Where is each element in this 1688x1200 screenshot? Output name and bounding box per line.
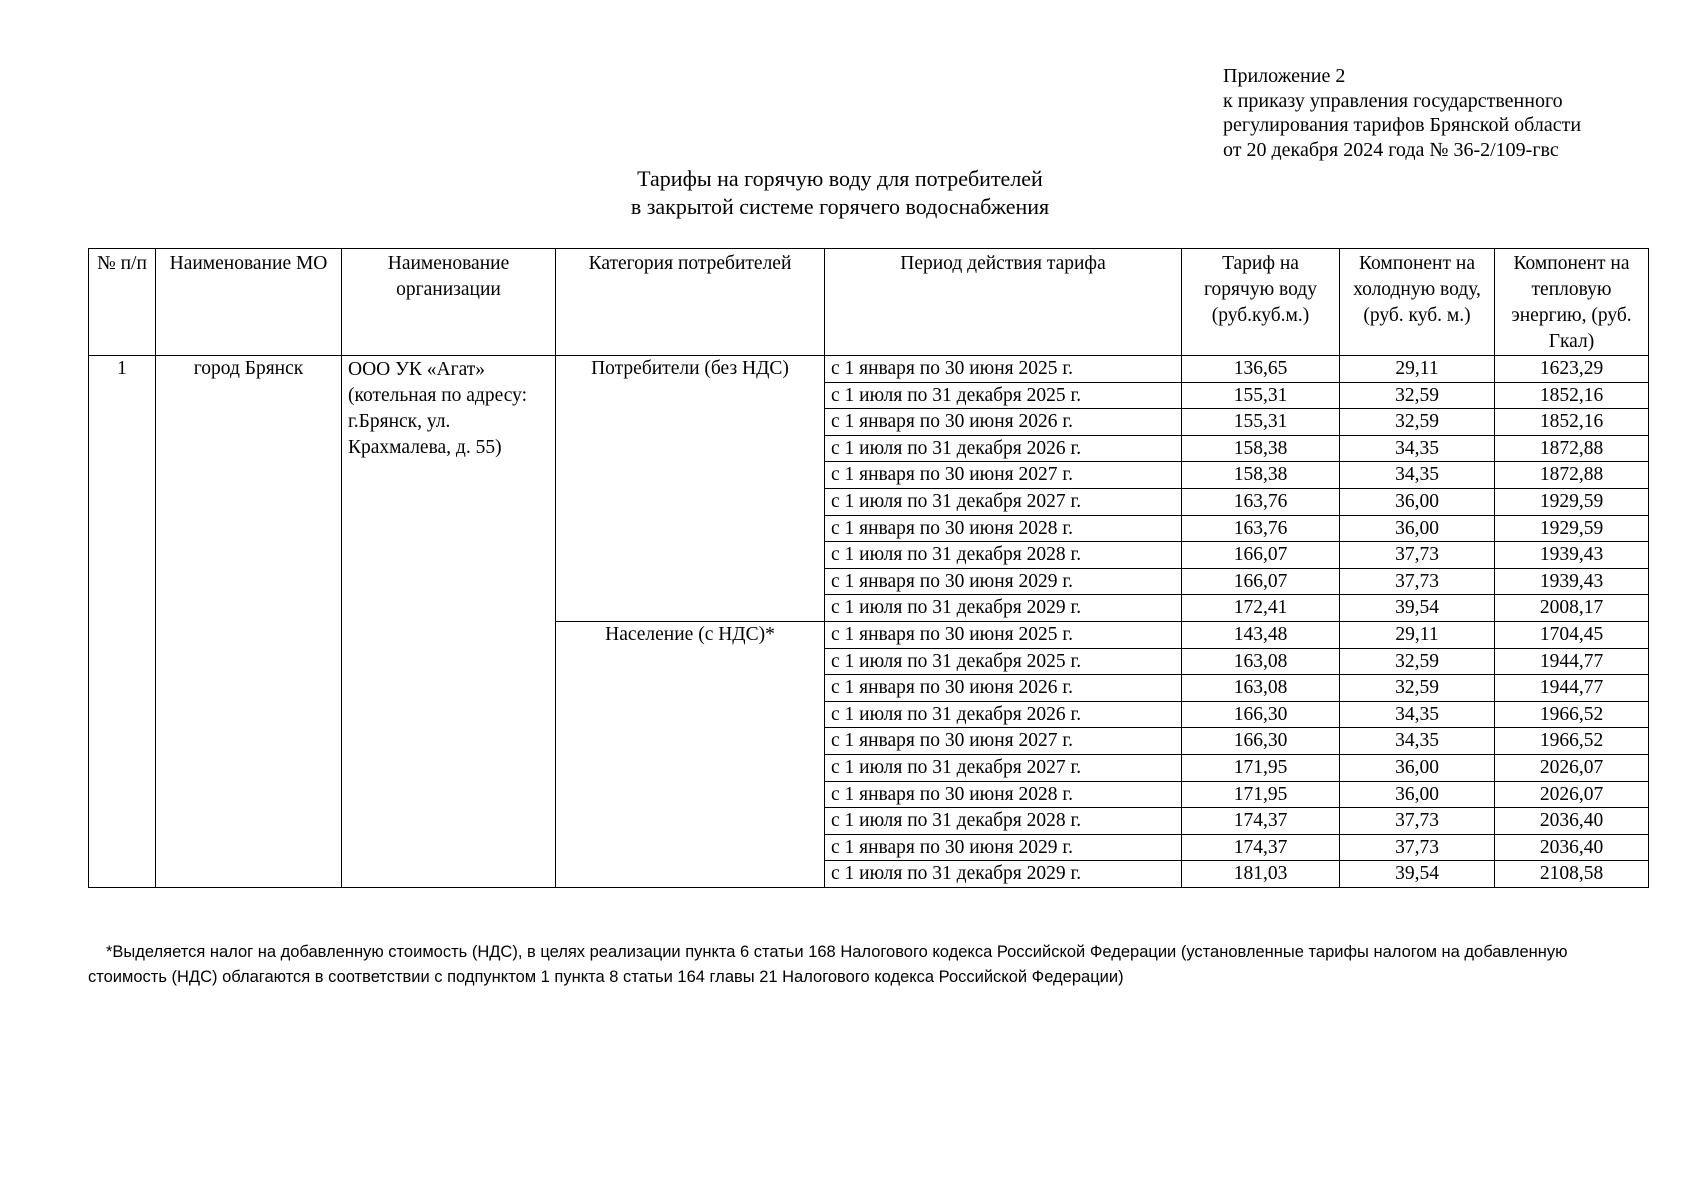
period-cell: с 1 января по 30 июня 2027 г. bbox=[825, 462, 1182, 489]
tariff-cell: 158,38 bbox=[1182, 462, 1340, 489]
cold-water-cell: 34,35 bbox=[1340, 462, 1495, 489]
heat-energy-cell: 1929,59 bbox=[1495, 515, 1649, 542]
tariff-cell: 174,37 bbox=[1182, 808, 1340, 835]
heat-energy-cell: 2026,07 bbox=[1495, 754, 1649, 781]
heat-energy-cell: 1944,77 bbox=[1495, 648, 1649, 675]
tariff-cell: 166,07 bbox=[1182, 568, 1340, 595]
cold-water-cell: 37,73 bbox=[1340, 808, 1495, 835]
heat-energy-cell: 1623,29 bbox=[1495, 356, 1649, 383]
header-org: Наименование организации bbox=[342, 249, 556, 356]
period-cell: с 1 июля по 31 декабря 2025 г. bbox=[825, 648, 1182, 675]
heat-energy-cell: 2036,40 bbox=[1495, 834, 1649, 861]
appendix-line: регулирования тарифов Брянской области bbox=[1223, 114, 1582, 136]
heat-energy-cell: 2036,40 bbox=[1495, 808, 1649, 835]
category-cell: Потребители (без НДС) bbox=[556, 356, 825, 622]
cold-water-cell: 36,00 bbox=[1340, 488, 1495, 515]
tariff-cell: 155,31 bbox=[1182, 409, 1340, 436]
appendix-line: Приложение 2 bbox=[1223, 65, 1346, 87]
header-mo: Наименование МО bbox=[156, 249, 342, 356]
tariff-cell: 143,48 bbox=[1182, 621, 1340, 648]
cold-water-cell: 34,35 bbox=[1340, 728, 1495, 755]
period-cell: с 1 января по 30 июня 2029 г. bbox=[825, 834, 1182, 861]
title-line-1: Тарифы на горячую воду для потребителей bbox=[637, 166, 1043, 191]
period-cell: с 1 января по 30 июня 2028 г. bbox=[825, 515, 1182, 542]
heat-energy-cell: 1966,52 bbox=[1495, 701, 1649, 728]
period-cell: с 1 января по 30 июня 2029 г. bbox=[825, 568, 1182, 595]
tariff-cell: 163,08 bbox=[1182, 675, 1340, 702]
period-cell: с 1 июля по 31 декабря 2029 г. bbox=[825, 595, 1182, 622]
cold-water-cell: 37,73 bbox=[1340, 834, 1495, 861]
heat-energy-cell: 1929,59 bbox=[1495, 488, 1649, 515]
header-tariff: Тариф на горячую воду (руб.куб.м.) bbox=[1182, 249, 1340, 356]
tariff-cell: 181,03 bbox=[1182, 861, 1340, 888]
appendix-line: к приказу управления государственного bbox=[1223, 89, 1563, 112]
header-category: Категория потребителей bbox=[556, 249, 825, 356]
period-cell: с 1 июля по 31 декабря 2026 г. bbox=[825, 701, 1182, 728]
cold-water-cell: 39,54 bbox=[1340, 861, 1495, 888]
period-cell: с 1 июля по 31 декабря 2029 г. bbox=[825, 861, 1182, 888]
period-cell: с 1 июля по 31 декабря 2027 г. bbox=[825, 754, 1182, 781]
tariff-cell: 174,37 bbox=[1182, 834, 1340, 861]
heat-energy-cell: 1944,77 bbox=[1495, 675, 1649, 702]
tariff-cell: 166,07 bbox=[1182, 542, 1340, 569]
cold-water-cell: 36,00 bbox=[1340, 781, 1495, 808]
period-cell: с 1 июля по 31 декабря 2028 г. bbox=[825, 808, 1182, 835]
tariff-cell: 158,38 bbox=[1182, 435, 1340, 462]
heat-energy-cell: 2108,58 bbox=[1495, 861, 1649, 888]
footnote: *Выделяется налог на добавленную стоимость (НДС), в целях реализации пункта 6 статьи 168 Налогового кодекса Российской Федерации (установленные тарифы налогом на добавленную стоимость (НДС) облагаются в соответствии с подпунктом 1 пункта 8 статьи 164 главы 21 Налогового кодекса Российской Федерации) bbox=[88, 943, 1568, 986]
table-header-row bbox=[89, 249, 1649, 356]
tariff-cell: 163,08 bbox=[1182, 648, 1340, 675]
org-name-cell: ООО УК «Агат» (котельная по адресу: г.Брянск, ул. Крахмалева, д. 55) bbox=[342, 356, 556, 888]
heat-energy-cell: 1939,43 bbox=[1495, 542, 1649, 569]
tariff-cell: 163,76 bbox=[1182, 488, 1340, 515]
tariff-cell: 163,76 bbox=[1182, 515, 1340, 542]
cold-water-cell: 36,00 bbox=[1340, 515, 1495, 542]
heat-energy-cell: 2026,07 bbox=[1495, 781, 1649, 808]
header-period: Период действия тарифа bbox=[825, 249, 1182, 356]
row-number-cell: 1 bbox=[89, 356, 156, 888]
tariff-table bbox=[88, 248, 1649, 888]
header-heat: Компонент на тепловую энергию, (руб. Гкал) bbox=[1495, 249, 1649, 356]
document-title bbox=[460, 165, 1220, 221]
cold-water-cell: 32,59 bbox=[1340, 675, 1495, 702]
cold-water-cell: 37,73 bbox=[1340, 542, 1495, 569]
cold-water-cell: 29,11 bbox=[1340, 621, 1495, 648]
period-cell: с 1 января по 30 июня 2027 г. bbox=[825, 728, 1182, 755]
tariff-cell: 136,65 bbox=[1182, 356, 1340, 383]
period-cell: с 1 июля по 31 декабря 2028 г. bbox=[825, 542, 1182, 569]
cold-water-cell: 37,73 bbox=[1340, 568, 1495, 595]
category-cell: Население (с НДС)* bbox=[556, 621, 825, 887]
cold-water-cell: 39,54 bbox=[1340, 595, 1495, 622]
mo-name-cell: город Брянск bbox=[156, 356, 342, 888]
period-cell: с 1 июля по 31 декабря 2025 г. bbox=[825, 382, 1182, 409]
table-row bbox=[89, 356, 1649, 383]
tariff-cell: 155,31 bbox=[1182, 382, 1340, 409]
period-cell: с 1 января по 30 июня 2025 г. bbox=[825, 621, 1182, 648]
appendix-block bbox=[1223, 64, 1581, 162]
heat-energy-cell: 1966,52 bbox=[1495, 728, 1649, 755]
period-cell: с 1 июля по 31 декабря 2027 г. bbox=[825, 488, 1182, 515]
heat-energy-cell: 1852,16 bbox=[1495, 409, 1649, 436]
heat-energy-cell: 1939,43 bbox=[1495, 568, 1649, 595]
tariff-cell: 171,95 bbox=[1182, 781, 1340, 808]
period-cell: с 1 января по 30 июня 2025 г. bbox=[825, 356, 1182, 383]
tariff-cell: 166,30 bbox=[1182, 728, 1340, 755]
heat-energy-cell: 1872,88 bbox=[1495, 462, 1649, 489]
heat-energy-cell: 1704,45 bbox=[1495, 621, 1649, 648]
cold-water-cell: 32,59 bbox=[1340, 409, 1495, 436]
cold-water-cell: 34,35 bbox=[1340, 435, 1495, 462]
period-cell: с 1 января по 30 июня 2026 г. bbox=[825, 409, 1182, 436]
heat-energy-cell: 2008,17 bbox=[1495, 595, 1649, 622]
header-num: № п/п bbox=[89, 249, 156, 356]
table-body bbox=[89, 356, 1649, 888]
period-cell: с 1 июля по 31 декабря 2026 г. bbox=[825, 435, 1182, 462]
cold-water-cell: 36,00 bbox=[1340, 754, 1495, 781]
period-cell: с 1 января по 30 июня 2028 г. bbox=[825, 781, 1182, 808]
appendix-line: от 20 декабря 2024 года № 36-2/109-гвс bbox=[1223, 138, 1559, 161]
tariff-cell: 172,41 bbox=[1182, 595, 1340, 622]
cold-water-cell: 32,59 bbox=[1340, 382, 1495, 409]
cold-water-cell: 32,59 bbox=[1340, 648, 1495, 675]
period-cell: с 1 января по 30 июня 2026 г. bbox=[825, 675, 1182, 702]
header-cold: Компонент на холодную воду, (руб. куб. м.) bbox=[1340, 249, 1495, 356]
heat-energy-cell: 1872,88 bbox=[1495, 435, 1649, 462]
heat-energy-cell: 1852,16 bbox=[1495, 382, 1649, 409]
tariff-cell: 166,30 bbox=[1182, 701, 1340, 728]
cold-water-cell: 34,35 bbox=[1340, 701, 1495, 728]
tariff-cell: 171,95 bbox=[1182, 754, 1340, 781]
cold-water-cell: 29,11 bbox=[1340, 356, 1495, 383]
title-line-2: в закрытой системе горячего водоснабжения bbox=[630, 194, 1050, 219]
